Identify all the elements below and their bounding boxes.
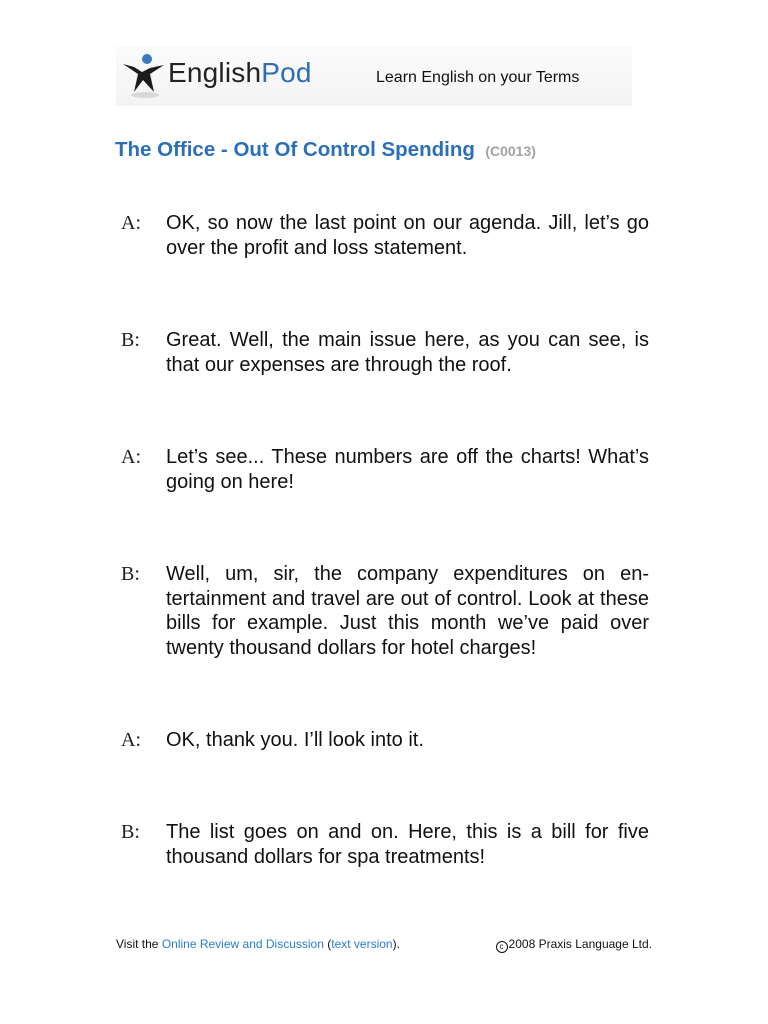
brand-name-pod: Pod	[261, 57, 312, 88]
dialogue-text: OK, thank you. I’ll look into it.	[166, 729, 424, 751]
speaker-label: B:	[121, 329, 140, 351]
lesson-code: (C0013)	[485, 143, 536, 159]
online-review-link[interactable]: Online Review and Discussion	[161, 937, 324, 951]
speaker-label: A:	[121, 729, 141, 751]
footer-paren-open: (	[323, 937, 332, 951]
englishpod-logo-icon	[120, 50, 168, 102]
footer-visit-prefix: Visit the	[116, 937, 162, 951]
footer-visit-text	[116, 936, 400, 952]
header-banner	[116, 46, 632, 106]
footer-paren-close: ).	[392, 937, 400, 951]
brand-name	[168, 57, 312, 89]
tagline: Learn English on your Terms	[376, 69, 580, 86]
brand-name-english: English	[168, 57, 262, 88]
dialogue-text: Let’s see... These numbers are off the charts! What’s going on here!	[166, 446, 649, 493]
copyright-icon: c	[496, 941, 508, 953]
footer-copyright	[496, 936, 652, 953]
lesson-title-row	[115, 138, 536, 162]
speaker-label: B:	[121, 563, 140, 585]
copyright-text: 2008 Praxis Language Ltd.	[508, 937, 652, 951]
dialogue-text: Great. Well, the main issue here, as you can see, is that our expenses are through the roof.	[166, 329, 649, 376]
lesson-title: The Office - Out Of Control Spending	[115, 138, 475, 161]
speaker-label: A:	[121, 446, 141, 468]
text-version-link[interactable]: text version	[331, 937, 393, 951]
speaker-label: B:	[121, 821, 140, 843]
dialogue-text: The list goes on and on. Here, this is a bill for five thousand dollars for spa treatments!	[166, 821, 649, 868]
dialogue-text: OK, so now the last point on our agenda. Jill, let’s go over the profit and loss statement.	[166, 212, 649, 259]
speaker-label: A:	[121, 212, 141, 234]
dialogue-text: Well, um, sir, the company expenditures on en-tertainment and travel are out of control. Look at these bills for example. Just this month we’ve paid over twenty thousand dollars for hotel charges!	[166, 563, 649, 659]
